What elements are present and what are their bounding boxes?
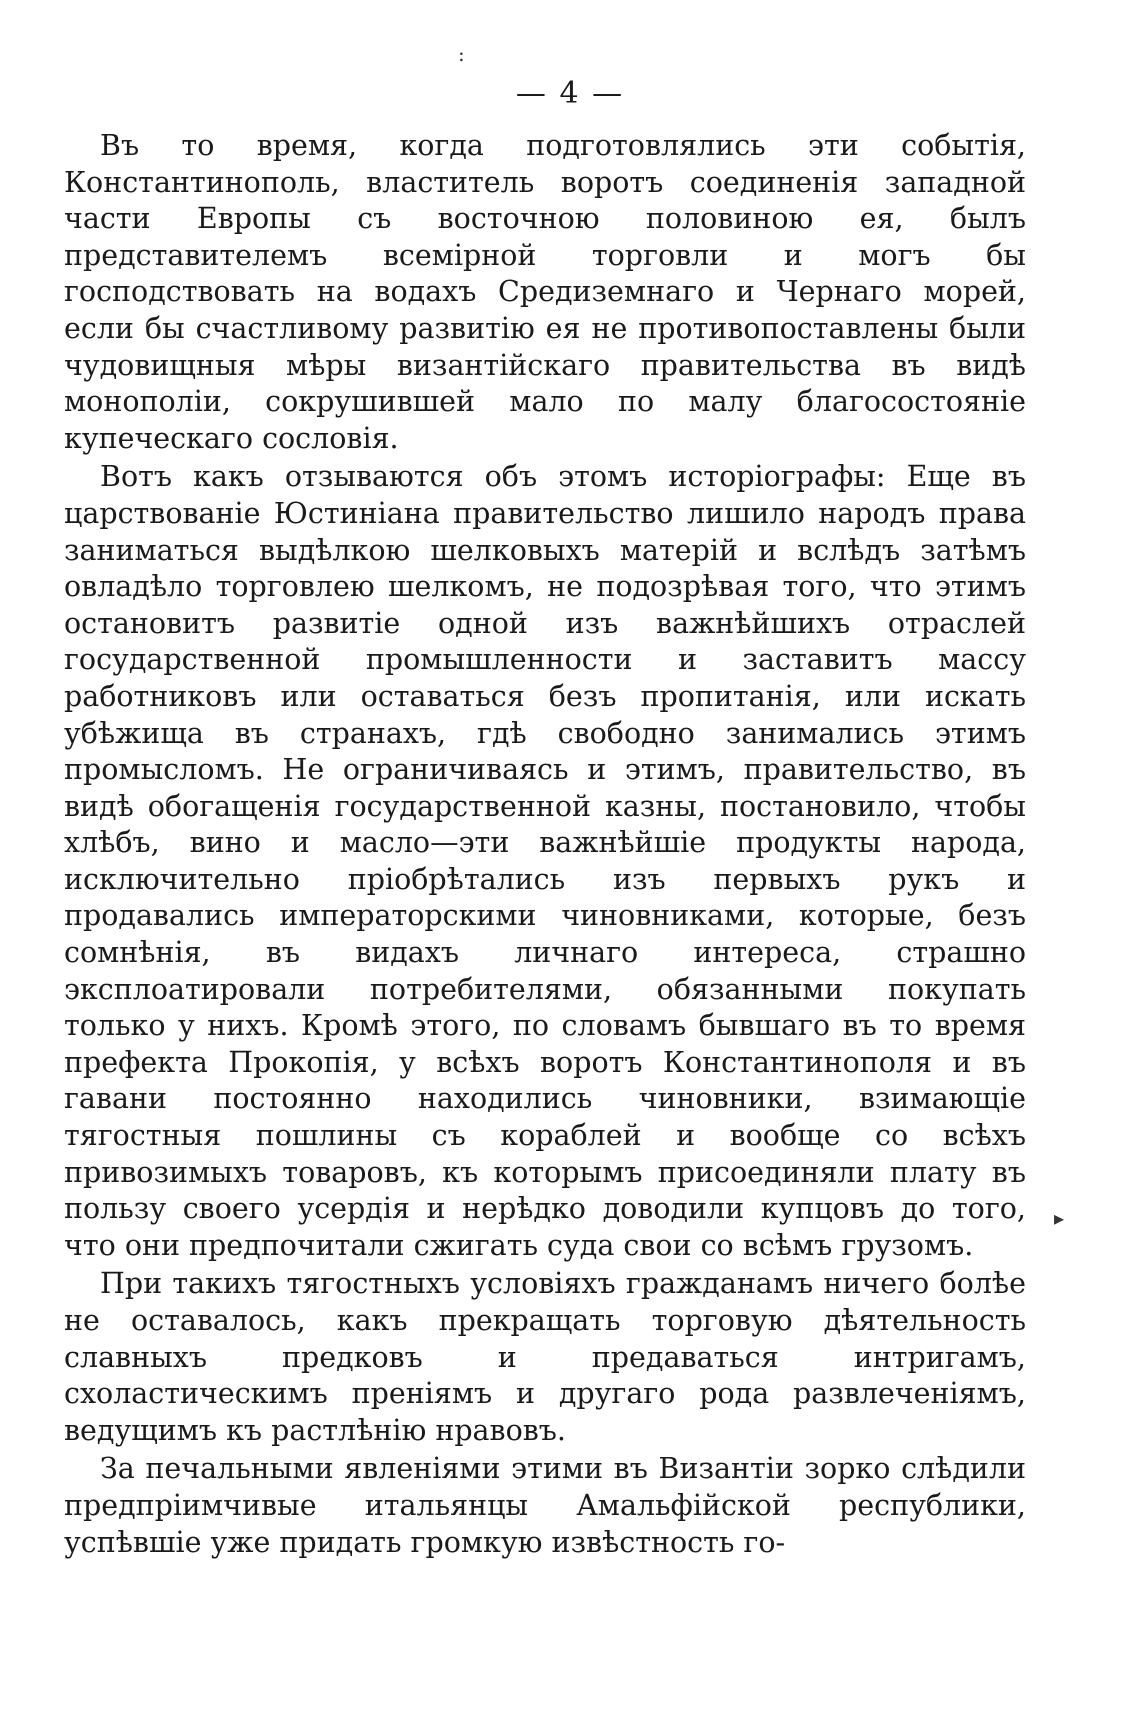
stray-mark-top: : [458, 42, 465, 66]
paragraph-3: При такихъ тягостныхъ условіяхъ гражданамъ ничего болѣе не оставалось, какъ прекращать торговую дѣятельность славныхъ предковъ и предаваться интригамъ, схоластическимъ преніямъ и другаго рода развлеченіямъ, ведущимъ къ растлѣнію нравовъ. [64, 1267, 1026, 1447]
page-number: — 4 — [515, 76, 625, 111]
stray-mark-margin: ▸ [1054, 1206, 1065, 1230]
paragraph-1: Въ то время, когда подготовлялись эти событія, Константинополь, властитель воротъ соединенія западной части Европы съ восточною половиною ея, былъ представителемъ всемірной торговли и могъ бы господствовать на водахъ Средиземнаго и Чернаго морей, если бы счастливому развитію ея не противопоставлены были чудовищныя мѣры византійскаго правительства въ видѣ монополіи, сокрушившей мало по малу благосостояніе купеческаго сословія. [64, 129, 1026, 455]
paragraph-4: За печальными явленіями этими въ Византіи зорко слѣдили предпріимчивые итальянцы Амальфійской республики, успѣвшіе уже придать громкую извѣстность го- [64, 1452, 1026, 1559]
body-text [64, 128, 1026, 1563]
paragraph-2: Вотъ какъ отзываются объ этомъ исторіографы: Еще въ царствованіе Юстиніана правительство лишило народъ права заниматься выдѣлкою шелковыхъ матерій и вслѣдъ затѣмъ овладѣло торговлею шелкомъ, не подозрѣвая того, что этимъ остановитъ развитіе одной изъ важнѣйшихъ отраслей государственной промышленности и заставитъ массу работниковъ или оставаться безъ пропитанія, или искать убѣжища въ странахъ, гдѣ свободно занимались этимъ промысломъ. Не ограничиваясь и этимъ, правительство, въ видѣ обогащенія государственной казны, постановило, чтобы хлѣбъ, вино и масло—эти важнѣйшіе продукты народа, исключительно пріобрѣтались изъ первыхъ рукъ и продавались императорскими чиновниками, которые, безъ сомнѣнія, въ видахъ личнаго интереса, страшно эксплоатировали потребителями, обязанными покупать только у нихъ. Кромѣ этого, по словамъ бывшаго въ то время префекта Прокопія, у всѣхъ воротъ Константинополя и въ гавани постоянно находились чиновники, взимающіе тягостныя пошлины съ кораблей и вообще со всѣхъ привозимыхъ товаровъ, къ которымъ присоединяли плату въ пользу своего усердія и нерѣдко доводили купцовъ до того, что они предпочитали сжигать суда свои со всѣмъ грузомъ. [64, 460, 1026, 1262]
